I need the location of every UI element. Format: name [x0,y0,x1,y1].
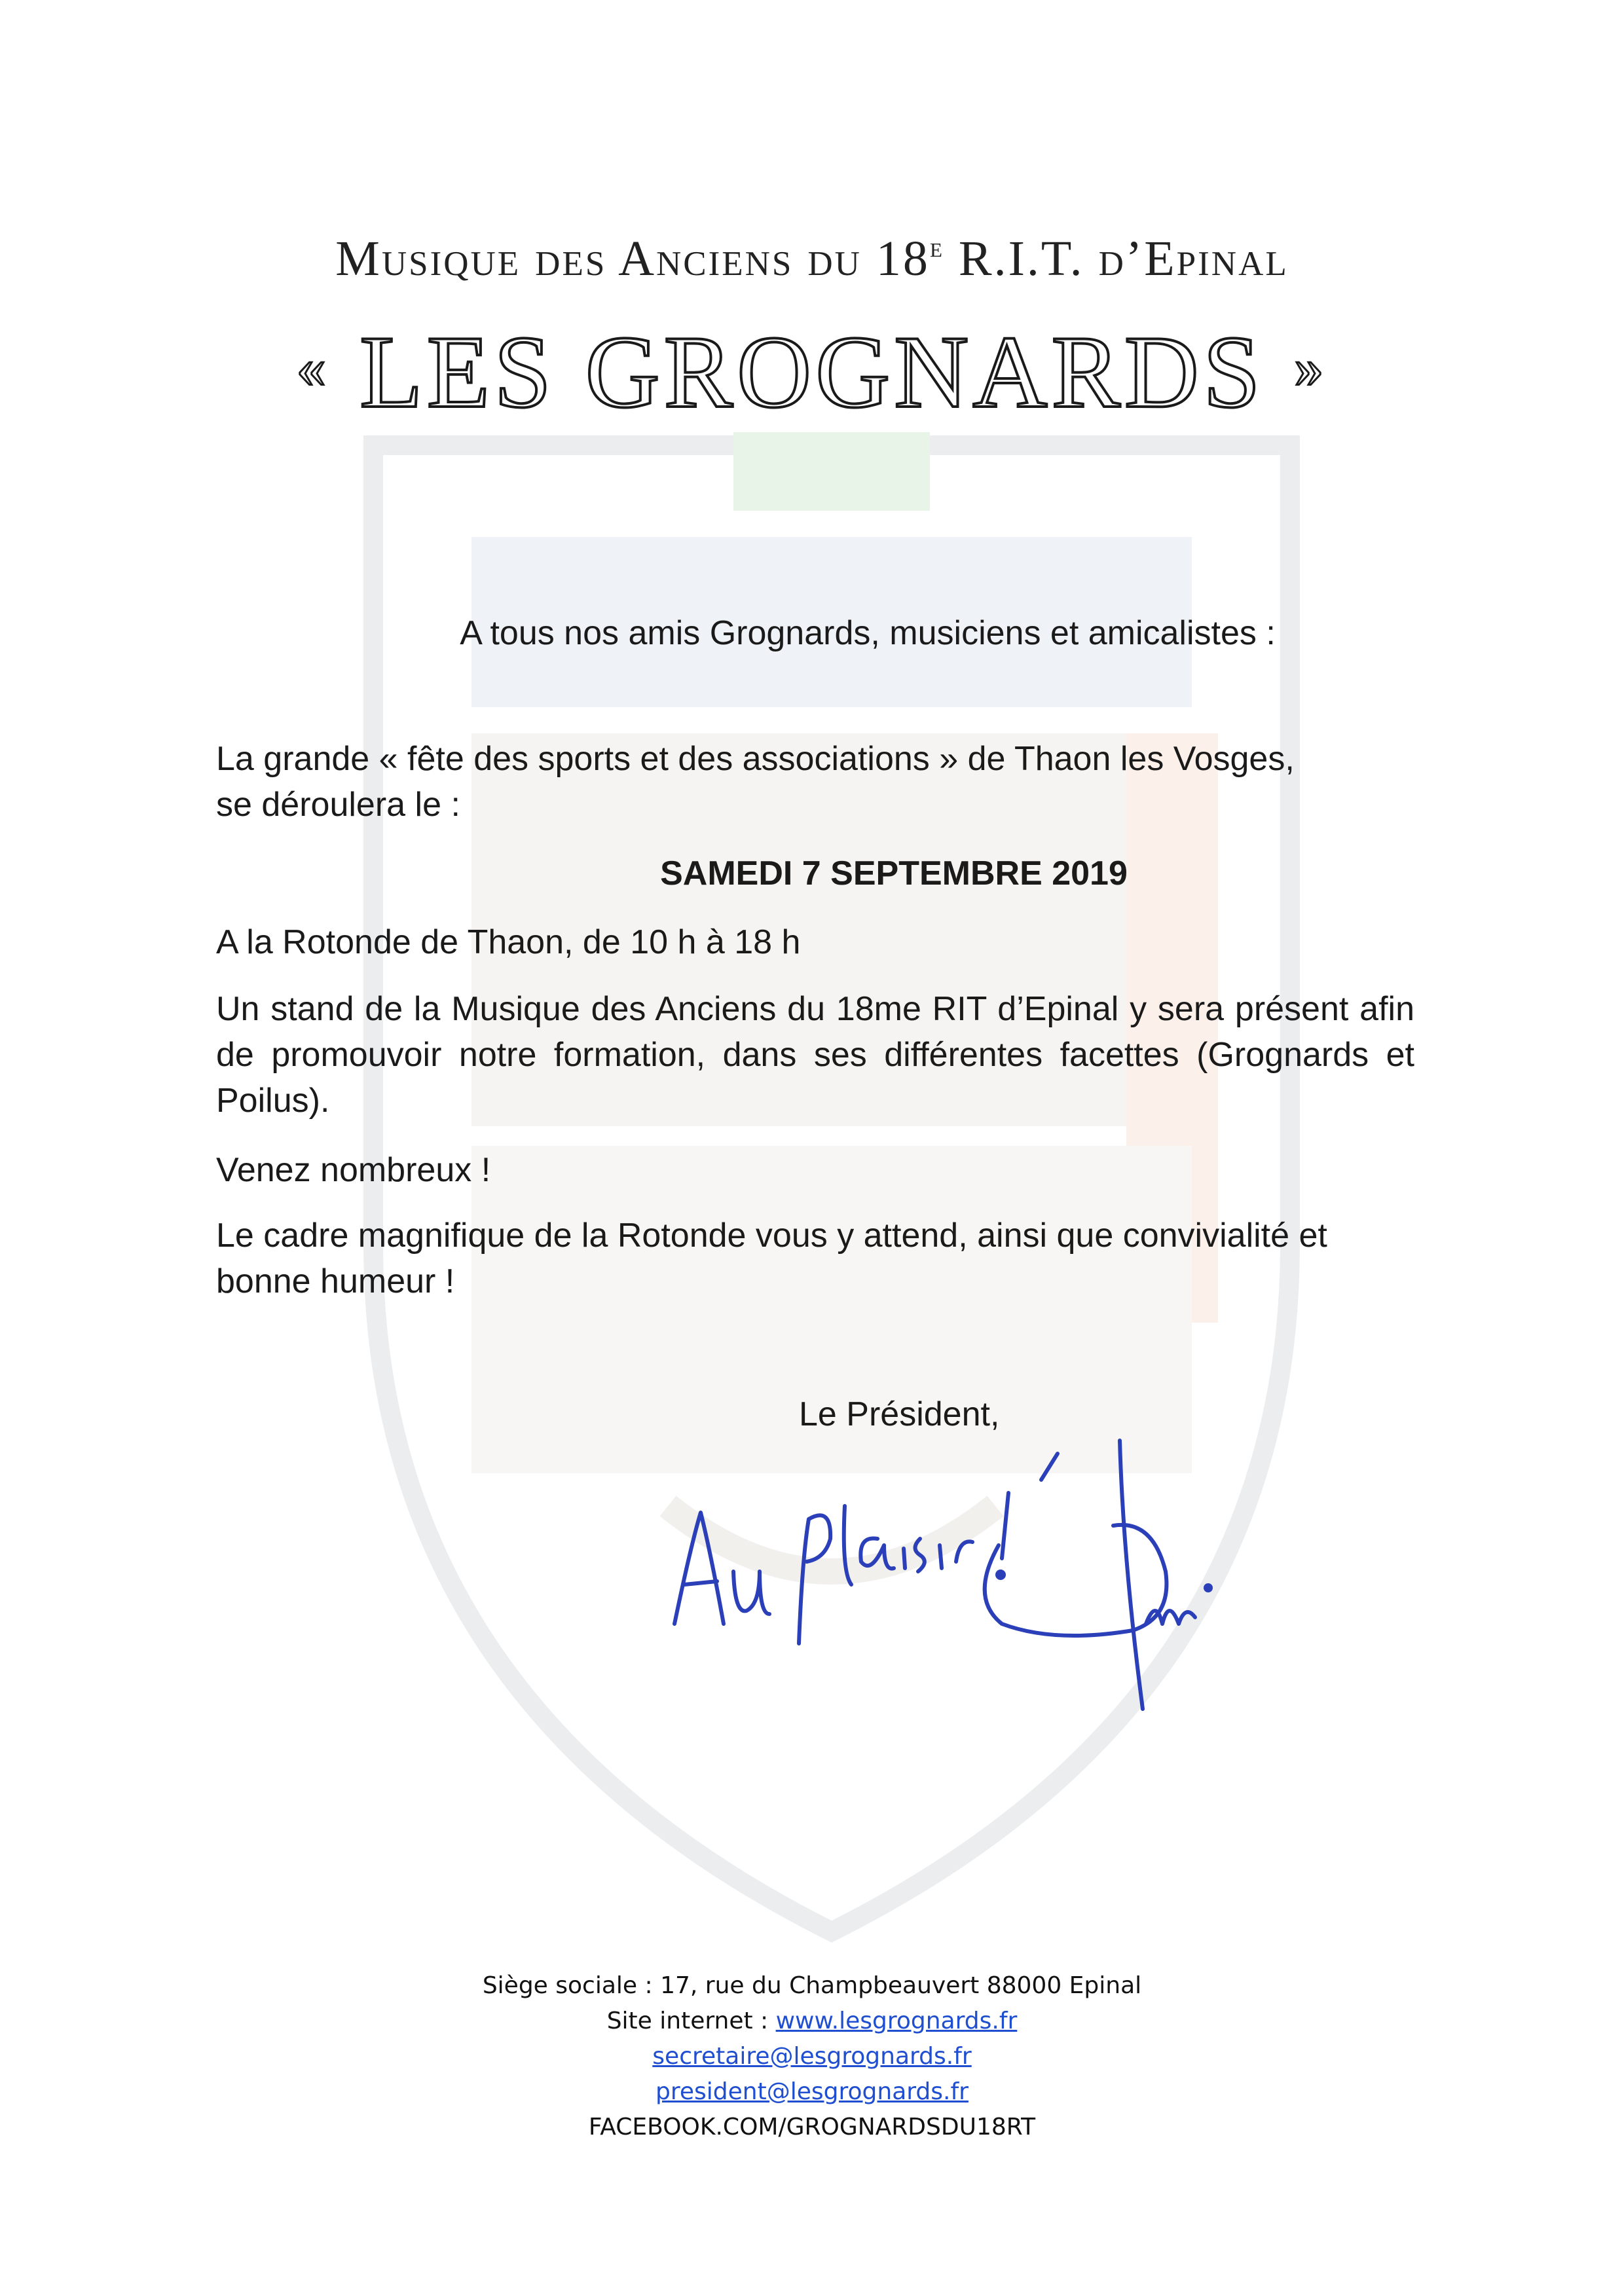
header-subtitle-text: Musique des Anciens du 18 [335,231,930,286]
header-subtitle [0,230,1624,287]
greeting: A tous nos amis Grognards, musiciens et amicalistes : [460,614,1276,652]
stand-paragraph: Un stand de la Musique des Anciens du 18me RIT d’Epinal y sera présent afin de promouvoir notre formation, dans ses différentes facettes (Grognards et Poilus). [216,990,1414,1120]
footer-facebook: FACEBOOK.COM/GROGNARDSDU18RT [588,2114,1036,2140]
quote-close: » [1294,335,1328,400]
event-date: SAMEDI 7 SEPTEMBRE 2019 [660,854,1128,892]
event-location: A la Rotonde de Thaon, de 10 h à 18 h [216,923,801,961]
footer-site-label: Site internet : [606,2008,776,2034]
footer-secretary-line [0,2039,1624,2074]
quote-open: « [296,335,330,400]
footer-address: Siège sociale : 17, rue du Champbeauvert 88000 Epinal [482,1972,1142,1999]
invite-line: Venez nombreux ! [216,1151,491,1189]
footer-site-link[interactable]: www.lesgrognards.fr [775,2008,1018,2034]
title-text: LES GROGNARDS [360,315,1264,430]
signature-image [661,1427,1251,1794]
footer-president-email[interactable]: president@lesgrognards.fr [655,2078,969,2105]
intro-line-2: se déroulera le : [216,786,460,824]
intro-paragraph [216,736,1414,828]
footer-site-line [0,2004,1624,2039]
footer-president-line [0,2074,1624,2110]
footer-secretary-email[interactable]: secretaire@lesgrognards.fr [652,2043,972,2070]
header-subtitle-suffix: R.I.T. d’Epinal [944,231,1289,286]
footer [0,1968,1624,2145]
closing-paragraph: Le cadre magnifique de la Rotonde vous y attend, ainsi que convivialité et bonne humeur ! [216,1217,1327,1300]
header-title [0,313,1624,432]
header-superscript: e [929,231,944,263]
intro-line-1: La grande « fête des sports et des associations » de Thaon les Vosges, [216,740,1295,778]
signoff: Le Président, [799,1395,1000,1433]
